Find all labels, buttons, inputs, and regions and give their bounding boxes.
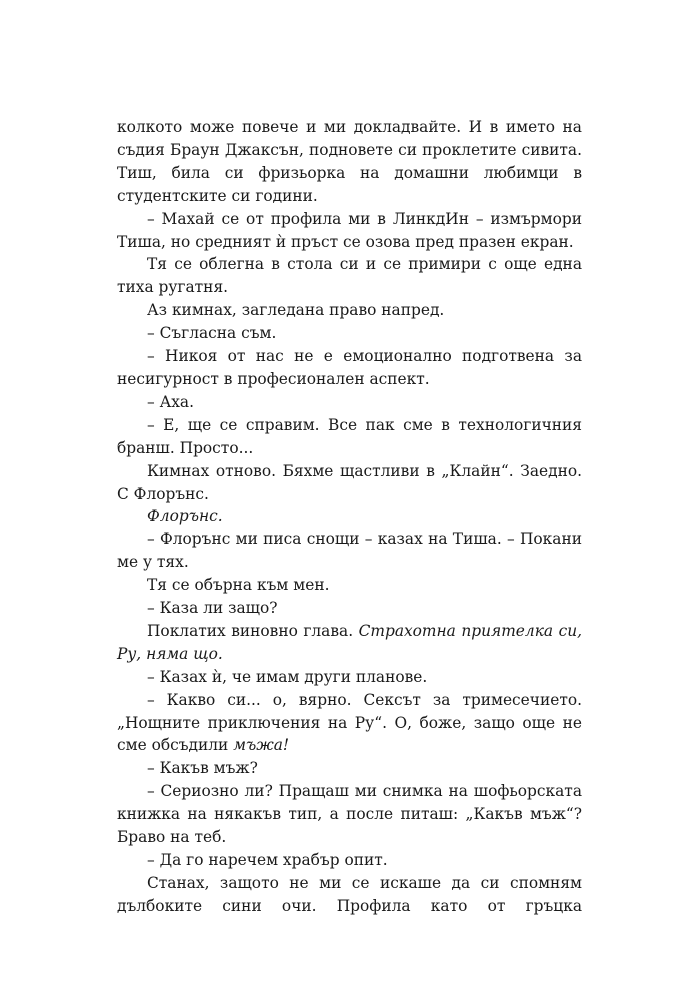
italic-text: мъжа! — [233, 736, 290, 755]
text-run: – Махай се от профила ми в ЛинкдИн – измърмори Тиша, но средният ѝ пръст се озова пред празен екран. — [117, 209, 582, 251]
text-run: – Е, ще се справим. Все пак сме в технологичния бранш. Просто... — [117, 415, 582, 457]
paragraph — [117, 757, 582, 780]
italic-text: Флорънс. — [147, 507, 223, 526]
paragraph — [117, 460, 582, 506]
text-run: – Да го наречем храбър опит. — [147, 851, 388, 869]
paragraph — [117, 849, 582, 872]
text-run: – Аха. — [147, 392, 194, 411]
italic-text: Страхотна приятелка си, Ру, няма що. — [117, 621, 582, 663]
paragraph — [117, 253, 582, 299]
paragraph — [117, 574, 582, 597]
text-run: – Никоя от нас не е емоционално подготвена за несигурност в професионален аспект. — [117, 347, 582, 388]
text-run: – Казах ѝ, че имам други планове. — [147, 667, 428, 686]
text-run: колкото може повече и ми докладвайте. И в името на съдия Браун Джаксън, подновете си проклетите сивита. Тиш, била си фризьорка на домашни любимци в студентските си години. — [117, 118, 582, 205]
text-run: Кимнах отново. Бяхме щастливи в „Клайн“. Заедно. С Флорънс. — [117, 461, 582, 503]
paragraph — [117, 780, 582, 849]
text-run: Поклатих виновно глава. — [147, 621, 359, 640]
paragraph — [117, 116, 582, 208]
page-text — [117, 116, 582, 918]
text-run: Аз кимнах, загледана право напред. — [147, 301, 445, 320]
text-run: – Съгласна съм. — [147, 324, 277, 343]
paragraph — [117, 391, 582, 414]
paragraph — [117, 620, 582, 666]
paragraph — [117, 597, 582, 620]
paragraph — [117, 528, 582, 574]
paragraph — [117, 666, 582, 689]
text-run: Станах, защото не ми се искаше да си спомням дълбоките сини очи. Профила като от гръцка — [117, 873, 582, 915]
paragraph — [117, 322, 582, 345]
paragraph — [117, 872, 582, 918]
text-run: Тя се обърна към мен. — [147, 576, 330, 595]
paragraph — [117, 345, 582, 391]
text-run: – Флорънс ми писа снощи – казах на Тиша. – Покани ме у тях. — [117, 530, 582, 572]
text-run: – Сериозно ли? Пращаш ми снимка на шофьорската книжка на някакъв тип, а после питаш: „Какъв мъж“? Браво на теб. — [117, 782, 582, 847]
paragraph — [117, 414, 582, 460]
paragraph — [117, 689, 582, 758]
paragraph — [117, 505, 582, 528]
paragraph — [117, 299, 582, 322]
text-run: – Какъв мъж? — [147, 759, 258, 778]
paragraph — [117, 208, 582, 254]
text-run: – Каза ли защо? — [147, 599, 278, 618]
text-run: Тя се облегна в стола си и се примири с още една тиха ругатня. — [117, 255, 582, 297]
text-run: – Какво си... о, вярно. Сексът за тримесечието. „Нощните приключения на Ру“. О, боже, защо още не сме обсъдили — [117, 690, 582, 755]
